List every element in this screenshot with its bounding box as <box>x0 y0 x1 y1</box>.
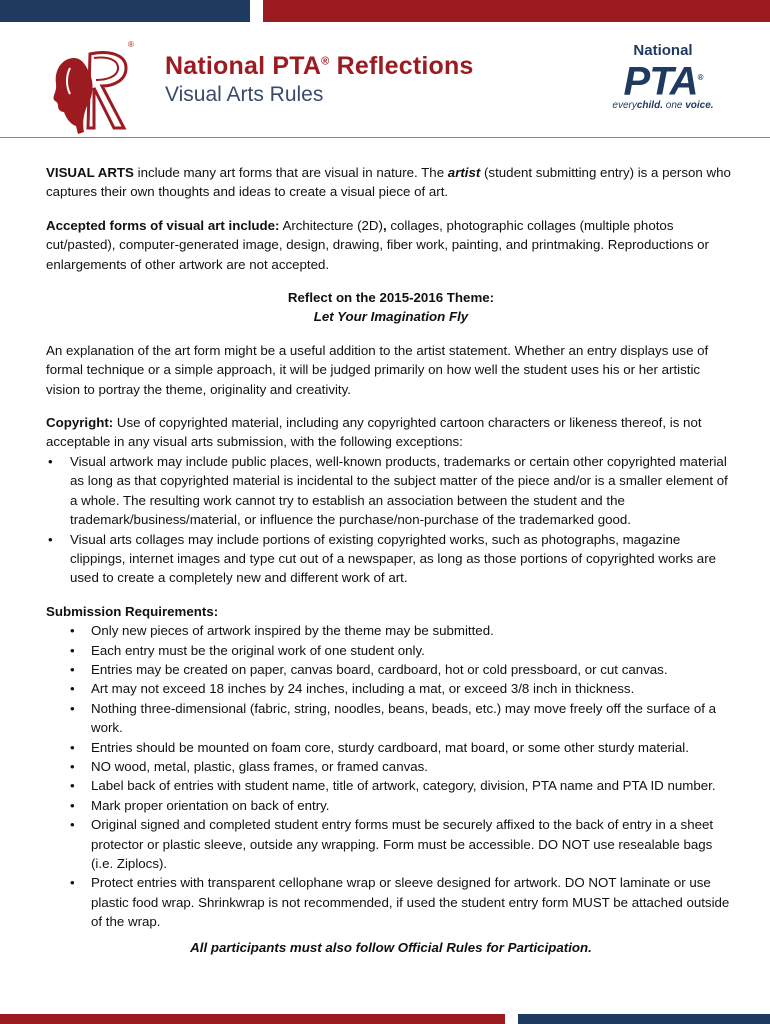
title-block <box>165 52 474 107</box>
submission-section <box>46 602 736 932</box>
copyright-section <box>46 413 736 588</box>
official-rules-note: All participants must also follow Official Rules for Participation. <box>190 939 592 955</box>
list-item: • Nothing three-dimensional (fabric, string, noodles, beans, beads, etc.) may move freely off the surface of a work. <box>46 699 736 738</box>
list-item: • Visual artwork may include public places, well-known products, trademarks or certain other copyrighted material as long as that copyrighted material is incidental to the subject matter of the piece and/or is a smaller element of a whole. The resulting work cannot try to establish an association between the student and the trademark/business/material, or influence the purchase/non-purchase of the trademarked good. <box>46 452 736 530</box>
top-bar-red <box>263 0 770 22</box>
accepted-lead: Accepted forms of visual art include: <box>46 217 280 233</box>
list-item: • Label back of entries with student name, title of artwork, category, division, PTA name and PTA ID number. <box>46 776 736 795</box>
list-item: • Entries should be mounted on foam core, sturdy cardboard, mat board, or some other sturdy material. <box>46 738 736 757</box>
list-item: • Mark proper orientation on back of entry. <box>46 796 736 815</box>
list-item: • Visual arts collages may include portions of existing copyrighted works, such as photographs, magazine clippings, internet images and type cut out of a newspaper, as long as those portions of copyrighted works are used to create a completely new and different work of art. <box>46 530 736 588</box>
intro-text-1: include many art forms that are visual in nature. The <box>133 165 448 180</box>
intro-lead: VISUAL ARTS <box>46 165 134 180</box>
bottom-bar-red <box>0 1014 505 1024</box>
accepted-text-2: collages, photographic collages (multiple photos cut/pasted), computer-generated image, design, drawing, fiber work, painting, and printmaking. Reproductions or enlargements of other artwork are not accepted. <box>46 217 709 272</box>
theme-block <box>46 288 736 327</box>
submission-heading: Submission Requirements: <box>46 603 219 619</box>
reflections-r-logo <box>44 40 136 138</box>
header-divider <box>0 137 770 138</box>
list-item: • Each entry must be the original work of one student only. <box>46 641 736 660</box>
tagline-one: one <box>662 100 686 112</box>
list-item: • Original signed and completed student entry forms must be securely affixed to the back of entry in a sheet protector or plastic sleeve, outside any wrapping. Form must be accessible. DO NOT use resealable bags (i.e. Ziplocs). <box>46 815 736 873</box>
list-item: • Only new pieces of artwork inspired by the theme may be submitted. <box>46 621 736 640</box>
explanation-paragraph: An explanation of the art form might be a useful addition to the artist statement. Whether an entry displays use of formal technique or a simple approach, it will be judged primarily on how well the student uses his or her artistic vision to portray the theme, originality and creativity. <box>46 342 709 397</box>
submission-requirements-list <box>46 621 736 932</box>
tagline-voice: voice. <box>685 100 714 112</box>
title-trademark: ® <box>321 55 330 68</box>
copyright-paragraph <box>46 413 736 452</box>
accepted-paragraph <box>46 216 736 274</box>
page-subtitle: Visual Arts Rules <box>165 83 324 106</box>
copyright-exceptions-list <box>46 452 736 588</box>
list-item: • NO wood, metal, plastic, glass frames, or framed canvas. <box>46 757 736 776</box>
tagline-child: child. <box>636 100 663 112</box>
page-title <box>165 52 474 81</box>
page-header <box>0 22 770 138</box>
copyright-lead: Copyright: <box>46 415 114 431</box>
accepted-comma: , <box>382 217 387 233</box>
intro-paragraph <box>46 163 736 202</box>
rules-body <box>46 163 736 957</box>
accepted-text-1: Architecture (2D) <box>279 217 383 233</box>
intro-text-2: (student submitting entry) is a person who captures their own thoughts and ideas to create a visual piece of art. <box>46 165 731 200</box>
bottom-bar-navy <box>518 1014 770 1024</box>
title-reflections: Reflections <box>329 52 474 80</box>
pta-logo-letters <box>598 59 728 104</box>
list-item: • Protect entries with transparent cellophane wrap or sleeve designed for artwork. DO NOT laminate or use plastic food wrap. Shrinkwrap is not recommended, if used the student entry form MUST be attached outside of the wrap. <box>46 873 736 931</box>
tagline-every: every <box>612 100 637 112</box>
theme-label: Reflect on the 2015-2016 Theme: <box>287 290 495 306</box>
copyright-text: Use of copyrighted material, including any copyrighted cartoon characters or likeness thereof, is not acceptable in any visual arts submission, with the following exceptions: <box>46 415 702 450</box>
intro-artist: artist <box>447 165 481 180</box>
title-national-pta: National PTA <box>165 52 322 80</box>
reflections-logo-icon <box>44 40 136 138</box>
top-bar-navy <box>0 0 250 22</box>
pta-logo-pta: PTA <box>623 59 698 104</box>
list-item: • Art may not exceed 18 inches by 24 inches, including a mat, or exceed 3/8 inch in thickness. <box>46 679 736 698</box>
list-item: • Entries may be created on paper, canvas board, cardboard, hot or cold pressboard, or cut canvas. <box>46 660 736 679</box>
pta-logo-tagline <box>598 100 728 111</box>
theme-name: Let Your Imagination Fly <box>313 309 469 325</box>
pta-logo-national: National <box>633 42 693 59</box>
national-pta-logo <box>598 42 728 128</box>
r-logo-trademark: ® <box>128 40 134 49</box>
pta-logo-trademark: ® <box>697 73 703 82</box>
